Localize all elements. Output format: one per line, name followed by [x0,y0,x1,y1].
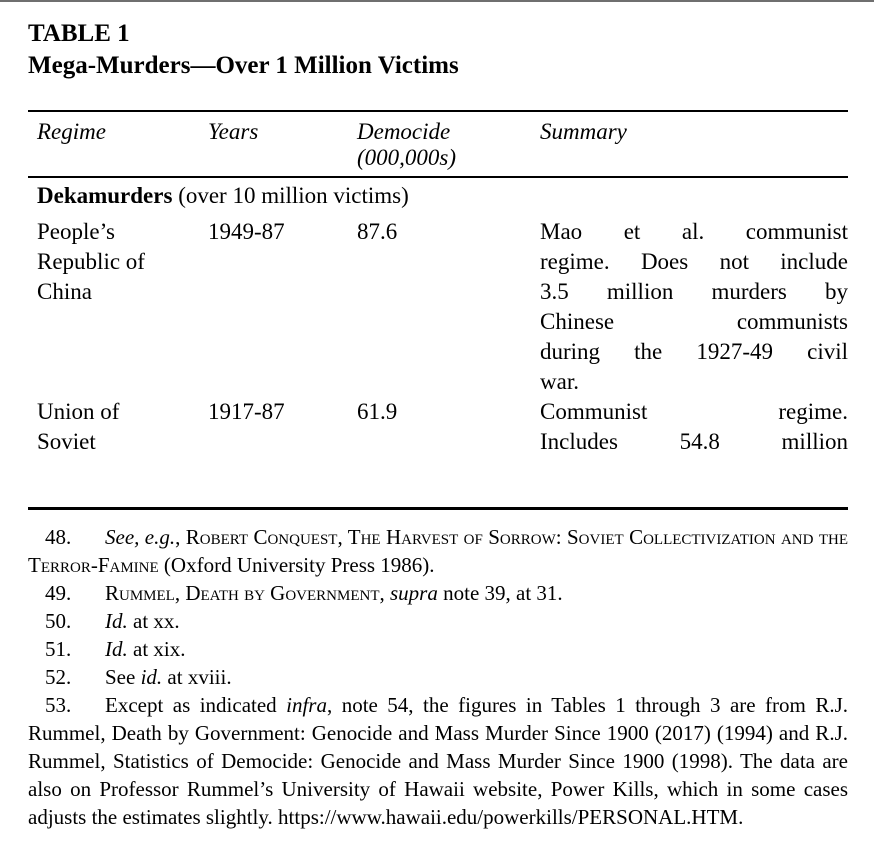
footnote-text-segment: id. [140,665,163,689]
democide-cell: 87.6 [357,219,398,244]
table-header-row [28,112,848,178]
democide-cell: 61.9 [357,399,398,424]
text-line: Includes 54.8 million [540,429,848,454]
text-line: 3.5 million murders by [540,279,848,304]
text-line: China [37,279,92,304]
footnote-51 [28,635,848,663]
column-header-summary: Summary [540,119,627,144]
text-line: regime. Does not include [540,249,848,274]
footnote-50 [28,607,848,635]
summary-cell [531,397,848,457]
text-line: Mao et al. communist [540,219,848,244]
footnote-number: 53. [45,693,72,717]
footnote-text-segment: infra [286,693,327,717]
footnote-number: 50. [45,609,72,633]
footnote-text-segment: Id. [105,609,128,633]
footnote-text-segment: , [175,525,186,549]
years-cell: 1917-87 [208,399,285,424]
column-header-democide-label: Democide [357,119,451,144]
footnote-text-segment: , note 54, the figures in Tables 1 through 3 are from R.J. Rummel, Death by Government: Genocide and Mass Murder Since 1900 (2017) (1994) and R.J. Rummel, Statistics of Democide: Genocide and Mass Murder Since 1900 (1998). The data are also on Professor Rummel’s University of Hawaii website, Power Kills, which in some cases adjusts the estimates slightly. https://www.hawaii.edu/powerkills/PERSONAL.HTM. [28,693,848,829]
column-header-democide [348,119,531,171]
text-line: Soviet [37,429,96,454]
text-line: Union of [37,399,120,424]
section-header-qualifier: (over 10 million victims) [172,183,409,208]
text-line: People’s [37,219,115,244]
footnote-text-segment: Except as indicated [105,693,287,717]
footnote-49 [28,579,848,607]
footnote-text-segment: at xix. [127,637,186,661]
footnote-text-segment: Robert Conquest, The Harvest of Sorrow: Soviet Collectivization and the Terror-Famine [28,525,848,577]
summary-cell [531,217,848,397]
footnote-text-segment: See [105,665,141,689]
footnote-text-segment: note 39, at 31. [437,581,563,605]
table-title: Mega-Murders—Over 1 Million Victims [28,52,459,79]
footnote-number: 52. [45,665,72,689]
table-body [28,217,848,457]
footnote-48 [28,523,848,579]
footnote-text-segment: Id. [105,637,128,661]
years-cell: 1949-87 [208,219,285,244]
footnote-number: 48. [45,525,72,549]
text-line: Communist regime. [540,399,848,424]
footnote-text-segment: Rummel, Death by Government [105,581,380,605]
column-header-years: Years [208,119,259,144]
footnote-52 [28,663,848,691]
footnote-53 [28,691,848,831]
footnote-text-segment: See, e.g. [105,525,176,549]
footnote-number: 51. [45,637,72,661]
regime-cell [28,217,199,397]
page [0,2,874,831]
text-line: during the 1927-49 civil [540,339,848,364]
footnote-text-segment: supra [390,581,438,605]
section-header-term: Dekamurders [37,183,173,208]
footnotes-section [28,510,848,831]
column-header-democide-unit: (000,000s) [357,145,457,170]
column-header-regime: Regime [37,119,106,144]
footnote-text-segment: at xviii. [162,665,232,689]
table-number: TABLE 1 [28,20,130,47]
table-row [28,397,848,457]
footnote-number: 49. [45,581,72,605]
footnote-text-segment: at xx. [127,609,180,633]
regime-cell [28,397,199,457]
text-line: Republic of [37,249,145,274]
text-line: Chinese communists [540,309,848,334]
table-row [28,217,848,397]
mega-murders-table [28,110,848,457]
table-caption [28,18,848,82]
section-header-dekamurders [28,178,848,217]
footnote-text-segment: , [379,581,390,605]
footnote-text-segment: (Oxford University Press 1986). [158,553,435,577]
text-line: war. [540,369,579,394]
